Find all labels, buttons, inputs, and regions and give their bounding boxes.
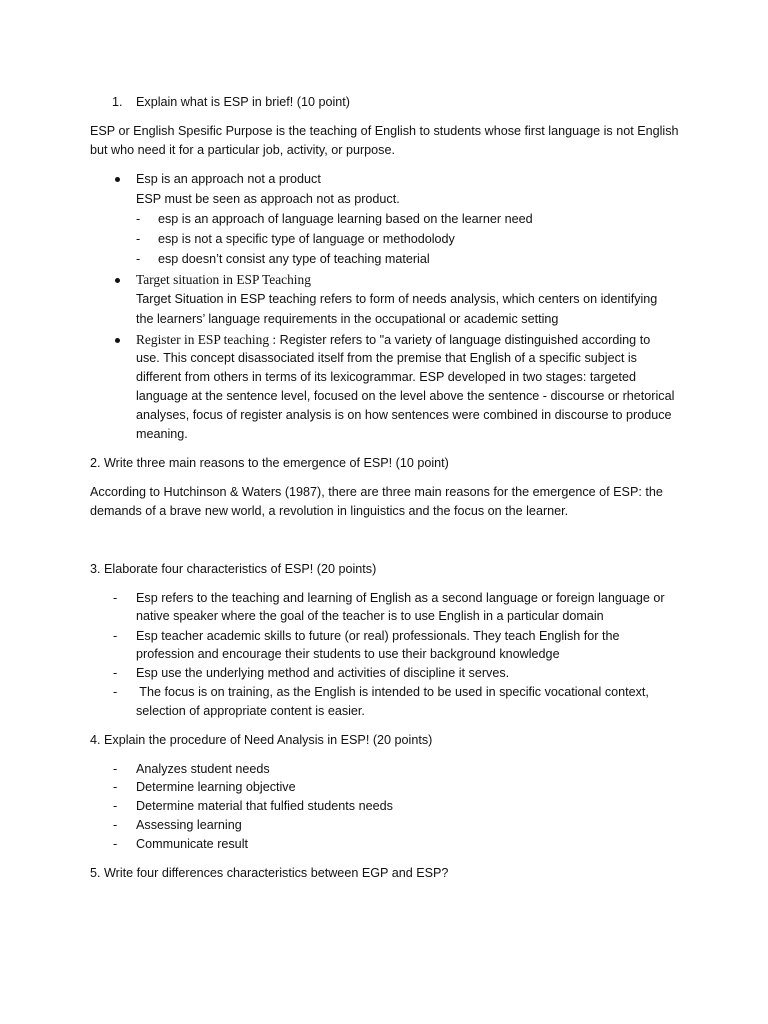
q3-item-2-line-2: profession and encourage their students to use their background knowledge: [136, 647, 560, 661]
bullet-3-line-3: language at the sentence level, focused on the level above the sentence - discourse or rhetorical: [136, 389, 675, 403]
q4-item-4: Assessing learning: [136, 818, 242, 832]
bullet-icon: [115, 338, 120, 343]
bullet-icon: [115, 177, 120, 182]
q3-item-4-line-1: The focus is on training, as the English is intended to be used in specific vocational context,: [136, 685, 649, 699]
dash-icon: -: [136, 232, 141, 246]
dash-icon: -: [113, 685, 118, 699]
dash-icon: -: [113, 629, 118, 643]
q3-item-4-line-2: selection of appropriate content is easier.: [136, 704, 365, 718]
bullet-2-line-2: the learners’ language requirements in the occupational or academic setting: [136, 312, 559, 326]
dash-icon: -: [113, 780, 118, 794]
q3-item-1-line-1: Esp refers to the teaching and learning of English as a second language or foreign language or: [136, 591, 665, 605]
dash-icon: -: [113, 818, 118, 832]
bullet-3-line-1: use. This concept disassociated itself from the premise that English of a specific subject is: [136, 351, 637, 365]
q1-title: Explain what is ESP in brief! (10 point): [136, 95, 350, 109]
bullet-1-dash-3: esp doesn’t consist any type of teaching material: [158, 252, 430, 266]
bullet-1-heading: Esp is an approach not a product: [136, 172, 321, 186]
bullet-3-line-2: different from others in terms of its lexicogrammar. ESP developed in two stages: targeted: [136, 370, 637, 384]
q3-item-3-line-1: Esp use the underlying method and activities of discipline it serves.: [136, 666, 510, 680]
q4-item-3: Determine material that fulfied students needs: [136, 799, 393, 813]
q3-title: 3. Elaborate four characteristics of ESP! (20 points): [90, 562, 377, 576]
q1-number: 1.: [112, 95, 123, 109]
q2-answer-line-2: demands of a brave new world, a revolution in linguistics and the focus on the learner.: [90, 504, 569, 518]
dash-icon: -: [113, 762, 118, 776]
bullet-3-line-4: analyses, focus of register analysis is on how sentences were combined in discourse to produce: [136, 408, 672, 422]
q4-item-5: Communicate result: [136, 837, 248, 851]
q2-answer-line-1: According to Hutchinson & Waters (1987), there are three main reasons for the emergence of ESP: the: [90, 485, 663, 499]
q4-item-1: Analyzes student needs: [136, 762, 270, 776]
bullet-1-dash-1: esp is an approach of language learning based on the learner need: [158, 212, 533, 226]
q2-title: 2. Write three main reasons to the emergence of ESP! (10 point): [90, 456, 449, 470]
dash-icon: -: [113, 666, 118, 680]
q3-item-2-line-1: Esp teacher academic skills to future (or real) professionals. They teach English for the: [136, 629, 620, 643]
bullet-2-line-1: Target Situation in ESP teaching refers to form of needs analysis, which centers on identifying: [136, 292, 658, 306]
bullet-2-heading: Target situation in ESP Teaching: [136, 272, 311, 287]
dash-icon: -: [113, 591, 118, 605]
bullet-icon: [115, 278, 120, 283]
bullet-3-heading-tail: Register refers to "a variety of language distinguished according to: [276, 333, 651, 347]
q4-item-2: Determine learning objective: [136, 780, 296, 794]
bullet-1-dash-2: esp is not a specific type of language or methodolody: [158, 232, 455, 246]
q5-title: 5. Write four differences characteristics between EGP and ESP?: [90, 866, 449, 880]
q4-title: 4. Explain the procedure of Need Analysis in ESP! (20 points): [90, 733, 433, 747]
dash-icon: -: [113, 837, 118, 851]
bullet-1-line-1: ESP must be seen as approach not as product.: [136, 192, 400, 206]
bullet-3-line-5: meaning.: [136, 427, 188, 441]
q1-answer-line-2: but who need it for a particular job, activity, or purpose.: [90, 143, 395, 157]
dash-icon: -: [113, 799, 118, 813]
bullet-3-heading: Register in ESP teaching :: [136, 332, 277, 347]
q3-item-1-line-2: native speaker where the goal of the teacher is to use English in a particular domain: [136, 609, 604, 623]
dash-icon: -: [136, 212, 141, 226]
dash-icon: -: [136, 252, 141, 266]
q1-answer-line-1: ESP or English Spesific Purpose is the teaching of English to students whose first language is not English: [90, 124, 679, 138]
bullet-3-first-line: [136, 331, 650, 349]
